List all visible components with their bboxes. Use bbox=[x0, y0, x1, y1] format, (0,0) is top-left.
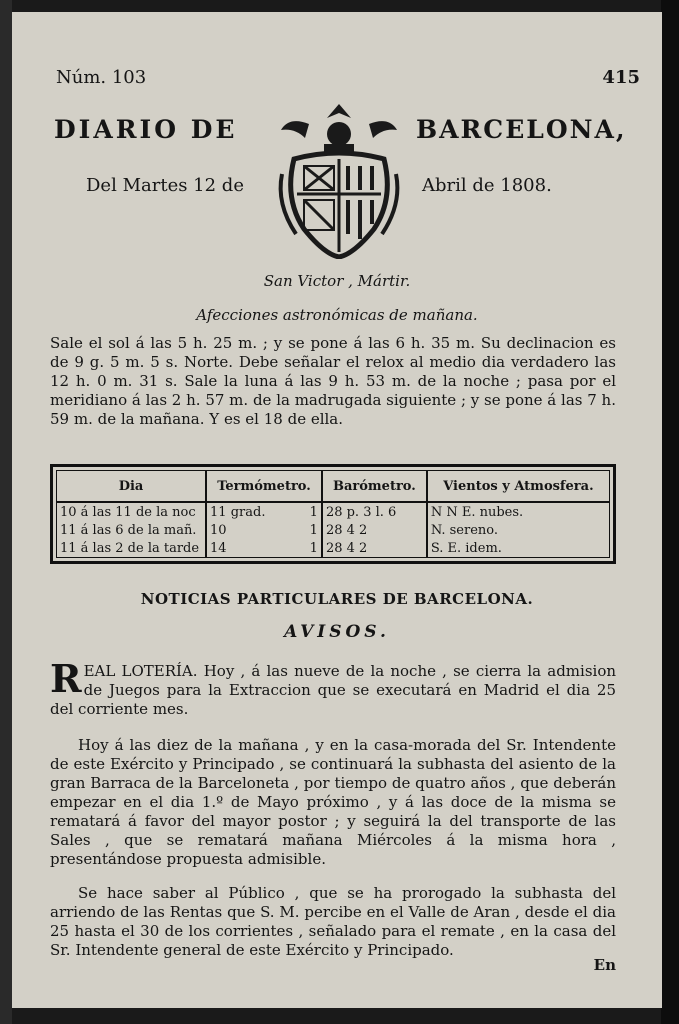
table-cell: 11 á las 6 de la mañ. bbox=[57, 521, 206, 539]
table-cell: N N E. nubes. bbox=[430, 504, 524, 520]
dropcap: R bbox=[50, 656, 82, 701]
date-right: Abril de 1808. bbox=[422, 175, 552, 196]
catchword: En bbox=[593, 956, 616, 974]
table-cell: 11 grad. 1 bbox=[206, 502, 322, 521]
aviso-subhasta-barraca: Hoy á las diez de la mañana , y en la casa-morada del Sr. Intendente de este Exército y Principado , se continuará la subhasta del asiento de la gran Barraca de la Barceloneta , por tiempo de quatro años , que deberán empezar en el dia 1.º de Mayo próximo , y á las doce de la misma se rematará á favor del mayor postor ; y seguirá la del transporte de las Sales , que se rematará mañana Miércoles á la misma hora , presentándose propuesta admisible. bbox=[50, 736, 616, 868]
scan-edge bbox=[661, 0, 679, 1024]
table-cell: 10 1 bbox=[206, 521, 322, 539]
table-cell: 28 4 2 bbox=[322, 539, 427, 557]
masthead-title-left: DIARIO DE bbox=[54, 115, 238, 144]
table-row bbox=[57, 539, 609, 557]
aviso-subhasta-aran: Se hace saber al Público , que se ha prorogado la subhasta del arriendo de las Rentas que S. M. percibe en el Valle de Aran , desde el dia 25 hasta el 30 de los corrientes , señalado para el remate , en la casa del Sr. Intendente general de este Exército y Principado. bbox=[50, 884, 616, 959]
scan-gutter bbox=[0, 0, 12, 1024]
saint-of-day: San Victor , Mártir. bbox=[263, 272, 411, 290]
table-cell: 14 1 bbox=[206, 539, 322, 557]
coat-of-arms-icon bbox=[264, 94, 414, 259]
aviso-text: Hoy , á las nueve de la noche , se cierra la admision de Juegos para la Extraccion que se executará en Madrid el dia 25 del corriente mes. bbox=[50, 662, 617, 718]
page-number: 415 bbox=[602, 67, 640, 88]
date-left: Del Martes 12 de bbox=[86, 175, 244, 196]
avisos-title: AVISOS. bbox=[284, 622, 390, 642]
table-cell: 28 4 2 bbox=[322, 521, 427, 539]
table-cell: S. E. idem. bbox=[430, 540, 502, 556]
issue-number: Núm. 103 bbox=[56, 67, 147, 88]
table-header-vientos: Vientos y Atmosfera. bbox=[427, 471, 609, 502]
newspaper-page bbox=[12, 12, 662, 1008]
masthead-title-right: BARCELONA, bbox=[416, 115, 627, 144]
aviso-lead: EAL LOTERÍA. bbox=[83, 662, 198, 680]
aviso-real-loteria bbox=[50, 656, 617, 719]
table-row bbox=[57, 521, 609, 539]
table-cell: 11 á las 2 de la tarde bbox=[57, 539, 206, 557]
weather-table bbox=[50, 464, 616, 564]
table-header-barometro: Barómetro. bbox=[322, 471, 427, 502]
astronomy-paragraph: Sale el sol á las 5 h. 25 m. ; y se pone á las 6 h. 35 m. Su declinacion es de 9 g. 5 m. 5 s. Norte. Debe señalar el relox al medio dia verdadero las 12 h. 0 m. 31 s. Sale la luna á las 9 h. 53 m. de la noche ; pasa por el meridiano á las 2 h. 57 m. de la madrugada siguiente ; y se pone á las 7 h. 59 m. de la mañana. Y es el 18 de ella. bbox=[50, 334, 616, 428]
table-row bbox=[57, 502, 609, 521]
astronomy-heading: Afecciones astronómicas de mañana. bbox=[196, 306, 478, 324]
table-header-termometro: Termómetro. bbox=[206, 471, 322, 502]
table-cell: 10 á las 11 de la noc bbox=[57, 502, 206, 521]
table-header-dia: Dia bbox=[57, 471, 206, 502]
table-cell: N. sereno. bbox=[430, 522, 498, 538]
table-cell: 28 p. 3 l. 6 bbox=[322, 502, 427, 521]
section-title: NOTICIAS PARTICULARES DE BARCELONA. bbox=[140, 590, 534, 608]
